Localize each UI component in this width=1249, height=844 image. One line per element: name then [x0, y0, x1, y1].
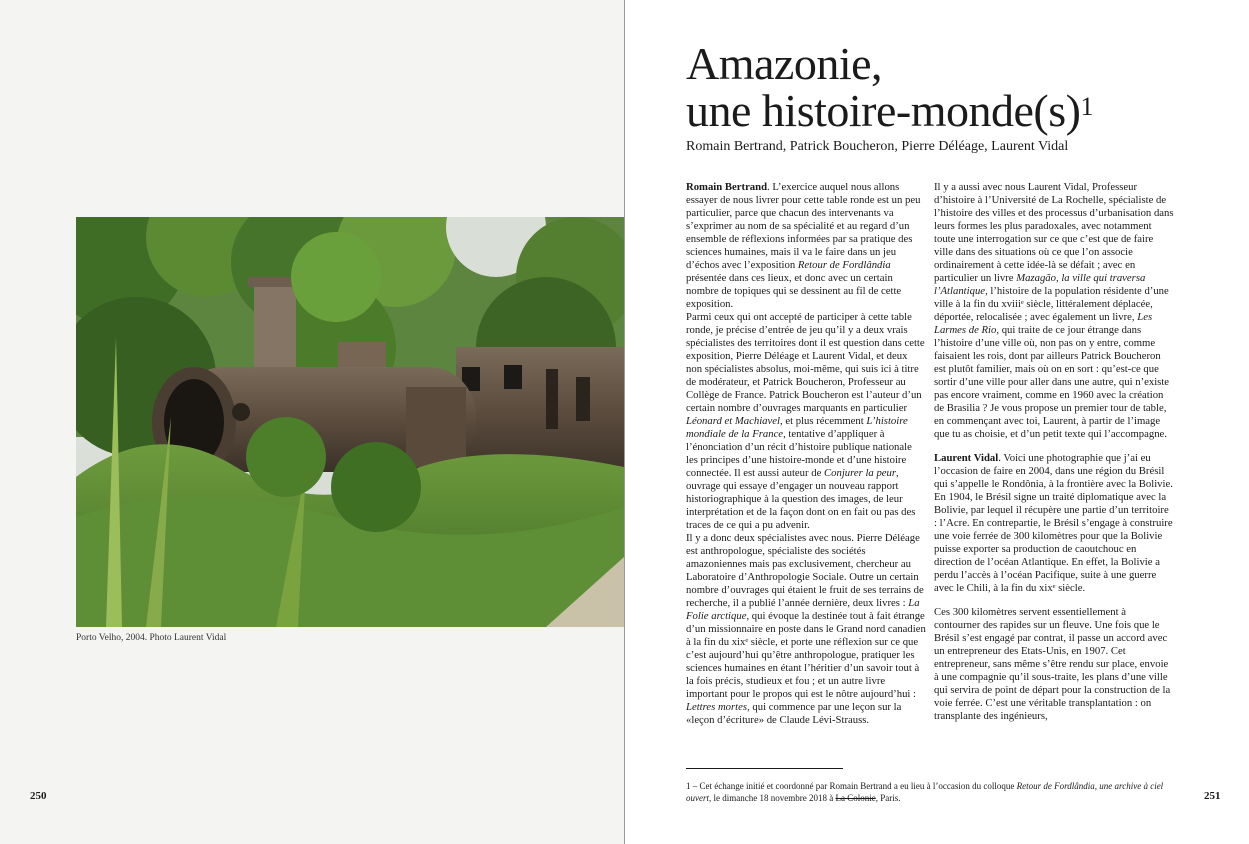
footnote — [686, 780, 1186, 804]
paragraph-text: Ces 300 kilomètres servent essentiellement à contourner des rapides sur un fleuve. Une fois que le Brésil s’est engagé par contrat, il passe un accord avec un entrepreneur des Etats-Unis, en 1907. Cet entrepreneur, sans même s’être rendu sur place, envoie à une compagnie qu’il sous-traite, les plans d’une ville qui servira de point de départ pour la construction de la voie ferrée. C’est une véritable transplantation : on transplante des ingénieurs, — [934, 606, 1171, 722]
title-footnote-marker: 1 — [1080, 92, 1093, 121]
book-title: Mazagão, la ville qui traversa l’Atlantique — [934, 272, 1146, 297]
paragraph — [934, 606, 1174, 723]
paragraph — [934, 452, 1174, 595]
book-title: Léonard et Machiavel — [686, 415, 780, 427]
paragraph-text: , et plus récemment — [780, 415, 867, 427]
paragraph-text: , tentative d’appliquer à l’énonciation d’un récit d’histoire publique nationale les principes d’une histoire-monde et d’une histoire connectée. Il est aussi auteur de — [686, 428, 912, 479]
book-title: Conjurer la peur — [824, 467, 897, 479]
footnote-text: 1 – Cet échange initié et coordonné par Romain Bertrand a eu lieu à l’occasion du colloque — [686, 781, 1017, 791]
article-title — [686, 40, 1093, 134]
paragraph-text: , qui évoque la destinée tout à fait étrange d’un missionnaire en poste dans le Grand nord canadien à la fin du xixᵉ siècle, et porte une réflexion sur ce que c’est aujourd’hui qu’être anthropologue, pratiquer les sciences humaines en étant l’héritier d’un savoir tout à la fois précis, studieux et fou ; et un autre livre important pour le propos qui est le nôtre aujourd’hui : — [686, 610, 926, 700]
paragraph-text: présentée dans ces lieux, et donc avec un certain nombre de topiques qui se dessinent au fil de cette exposition. — [686, 272, 902, 310]
speaker-name: Laurent Vidal — [934, 452, 999, 464]
text-column-2 — [934, 181, 1174, 734]
paragraph-text: . L’exercice auquel nous allons essayer de nous livrer pour cette table ronde est un peu particulier, parce que chacun des intervenants va s’exprimer au nom de sa spécialité et au regard d’un ensemble de réflexions informées par sa pratique des sciences humaines, mais il va le faire dans un jeu d’échos avec l’exposition — [686, 181, 921, 271]
struck-venue: La Colonie — [835, 793, 876, 803]
speaker-name: Romain Bertrand — [686, 181, 768, 193]
book-title: Lettres mortes — [686, 701, 748, 713]
paragraph-text: . Voici une photographie que j’ai eu l’occasion de faire en 2004, dans une région du Brésil qui s’appelle le Rondônia, à la frontière avec la Bolivie. En 1904, le Brésil signe un traité diplomatique avec la Bolivie, par lequel il récupère une partie d’un territoire : l’Acre. En contrepartie, le Brésil s’engage à construire une voie ferrée de 300 kilomètres pour que la Bolivie puisse exporter sa production de caoutchouc en direction de l’océan Atlantique. En effet, la Bolivie a perdu l’accès à l’océan Pacifique, suite à une guerre avec le Chili, à la fin du xixᵉ siècle. — [934, 452, 1173, 594]
paragraph-text: Il y a aussi avec nous Laurent Vidal, Professeur d’histoire à l’Université de La Rochelle, spécialiste de l’histoire des villes et des processus d’urbanisation dans leurs formes les plus paradoxales, avec notamment toute une interrogation sur ce que c’est que de faire ville dans des situations où ce que l’on associe ordinairement à cette idée-là se défait ; avec en particulier un livre — [934, 181, 1174, 284]
paragraph-text: , ouvrage qui essaye d’engager un nouveau rapport historiographique à la question des images, de leur interprétation et de la façon dont on en fait ou pas des traces de ce qui a pu advenir. — [686, 467, 916, 531]
book-title: L’histoire mondiale de la France — [686, 415, 908, 440]
footnote-divider — [686, 768, 843, 769]
locomotive-illustration — [76, 217, 624, 627]
paragraph-text: , l’histoire de la population résidente d’une ville à la fin du xviiiᵉ siècle, littéralement déplacée, déportée, relocalisée ; avec également un livre, — [934, 285, 1169, 323]
locomotive-photo — [76, 217, 624, 627]
paragraph-text: Il y a donc deux spécialistes avec nous. Pierre Déléage est anthropologue, spécialiste des sociétés amazoniennes mais pas exclusivement, chercheur au Laboratoire d’Anthropologie Sociale. Outre un certain nombre d’ouvrages qui étaient le fruit de ses terrains de recherche, il a publié l’année dernière, deux livres : — [686, 532, 924, 609]
footnote-text: , le dimanche 18 novembre 2018 à — [709, 793, 836, 803]
paragraph-text: Parmi ceux qui ont accepté de participer à cette table ronde, je précise d’entrée de jeu qu’il y a deux vrais spécialistes des territoires dont il est question dans cette exposition, Pierre Déléage et Laurent Vidal, et deux non spécialistes absolus, moi-même, qui suis ici à titre de modérateur, et Patrick Boucheron, Professeur au Collège de France. Patrick Boucheron est l’auteur d’un certain nombre d’ouvrages marquants en particulier — [686, 311, 925, 414]
colloquium-title: Retour de Fordlândia, une archive à ciel ouvert — [686, 781, 1164, 803]
left-page — [0, 0, 624, 844]
photo-caption: Porto Velho, 2004. Photo Laurent Vidal — [76, 633, 227, 643]
paragraph-text: , qui traite de ce jour étrange dans l’histoire d’une ville où, non pas on y entre, comme faisaient les rois, dont par ailleurs Patrick Boucheron est plutôt familier, mais où on en sort : qu’est-ce que sortir d’une ville pour aller dans une autre, qui n’existe pas encore vraiment, comme en 1960 avec la création de Brasilia ? Je vous propose un premier tour de table, en commençant avec toi, Laurent, à partir de l’image que tu as choisie, et d’un petit texte qui l’accompagne. — [934, 324, 1170, 440]
exhibition-title: Retour de Fordlândia — [797, 259, 891, 271]
author-list: Romain Bertrand, Patrick Boucheron, Pierre Déléage, Laurent Vidal — [686, 139, 1069, 154]
paragraph — [934, 181, 1174, 441]
title-line-2: une histoire-monde(s) — [686, 85, 1081, 136]
title-line-1: Amazonie, — [686, 38, 883, 89]
book-title: La Folie arctique — [686, 597, 920, 622]
page-number-right: 251 — [1204, 790, 1221, 802]
page-number-left: 250 — [30, 790, 47, 802]
paragraph — [686, 181, 926, 727]
book-title: Les Larmes de Rio — [934, 311, 1153, 336]
paragraph-text: , qui commence par une leçon sur la «leçon d’écriture» de Claude Lévi-Strauss. — [686, 701, 902, 726]
text-column-1 — [686, 181, 926, 738]
footnote-text: , Paris. — [875, 793, 901, 803]
